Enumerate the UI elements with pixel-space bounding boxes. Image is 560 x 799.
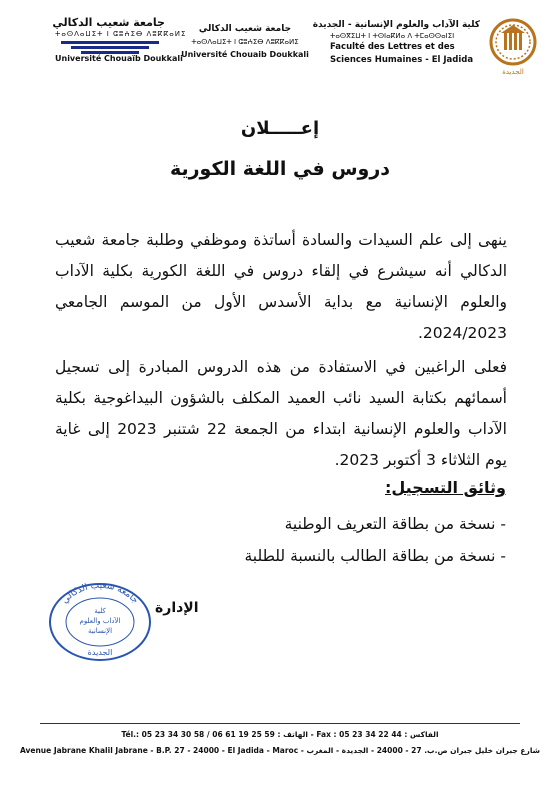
documents-heading: وثائق التسجيل:: [384, 478, 506, 497]
signature-administration: الإدارة: [155, 600, 199, 616]
university-name-tifinagh: ⵜⴰⵙⴷⴰⵡⵉⵜ ⵏ ⵛⵓⵄⵉⴱ ⴷⵓⴽⴽⴰⵍⵉ: [191, 38, 299, 46]
faculty-stamp: [40, 580, 160, 665]
faculty-name-french-2: Sciences Humaines - El Jadida: [330, 55, 474, 65]
paragraph-registration: فعلى الراغبين في الاستفادة من هذه الدروس المبادرة إلى تسجيل أسمائهم بكتابة السيد نائب العميد المكلف بالشؤون البيداغوجية بكلية الآداب والعلوم الإنسانية ابتداء من الجمعة 22 شتنبر 2023 إلى غاية يوم الثلاثاء 3 أكتوبر 2023.: [55, 358, 507, 469]
university-name-french: Université Chouaib Doukkali: [181, 50, 309, 59]
stamp-ring-text: جامعة شعيب الدكالي: [60, 580, 141, 606]
university-logo-french: Université Chouaïb Doukkali: [55, 54, 183, 63]
announcement-title: إعـــــلان: [240, 118, 320, 139]
faculty-name-french-1: Faculté des Lettres et des: [330, 42, 455, 52]
letterhead: [0, 0, 560, 90]
university-name-arabic: جامعة شعيب الدكالي: [198, 24, 292, 34]
faculty-logo-icon: [485, 16, 541, 76]
university-logo-arabic: جامعة شعيب الدكالي: [52, 16, 165, 29]
document-item: - نسخة من بطاقة التعريف الوطنية: [284, 515, 506, 533]
announcement-subtitle: دروس في اللغة الكورية: [169, 158, 391, 180]
stamp-center-3: الإنسانية: [87, 627, 113, 635]
stamp-center-2: الآداب والعلوم: [79, 617, 121, 625]
paragraph-intro: ينهى إلى علم السيدات والسادة أساتذة وموظفي وطلبة جامعة شعيب الدكالي أنه سيشرع في إلقاء دروس في اللغة الكورية بكلية الآداب والعلوم الإنسانية مع بداية الأسدس الأول من الموسم الجامعي 2024/2023.: [55, 231, 507, 342]
faculty-name-block: [312, 20, 480, 66]
document-item: - نسخة من بطاقة الطالب بالنسبة للطلبة: [244, 547, 506, 565]
university-name-block: [175, 24, 315, 59]
footer-contact: Tél.: 05 23 34 30 58 / 06 61 19 25 59 : الهاتف - Fax : 05 23 34 22 44 : الفاكس: [121, 730, 439, 739]
faculty-name-tifinagh: ⵜⴰⵙⴳⵉⵡⵜ ⵏ ⵜⵙⵏⴰⴽⵍⴰ ⴷ ⵜⵎⴰⵙⵙⴰⵏⵉⵏ: [330, 32, 455, 40]
footer-address: Avenue Jabrane Khalil Jabrane - B.P. 27 - 24000 - El Jadida - Maroc - شارع جبران خليل جبران ص.ب. 27 - 24000 - الجديدة - المغرب: [19, 746, 541, 755]
university-logo: [52, 16, 187, 82]
university-logo-stripes: [61, 41, 159, 53]
faculty-name-arabic: كلية الآداب والعلوم الإنسانية - الجديدة: [312, 20, 480, 30]
university-logo-tifinagh: ⵜⴰⵙⴷⴰⵡⵉⵜ ⵏ ⵛⵓⵄⵉⴱ ⴷⵓⴽⴽⴰⵍⵉ: [55, 30, 187, 38]
stamp-bottom: الجديدة: [87, 648, 113, 657]
faculty-logo-caption: الجديدة: [502, 68, 524, 76]
stamp-center-1: كلية: [94, 607, 106, 615]
footer-divider: [40, 723, 520, 724]
svg-text:جامعة شعيب الدكالي: [60, 581, 140, 606]
